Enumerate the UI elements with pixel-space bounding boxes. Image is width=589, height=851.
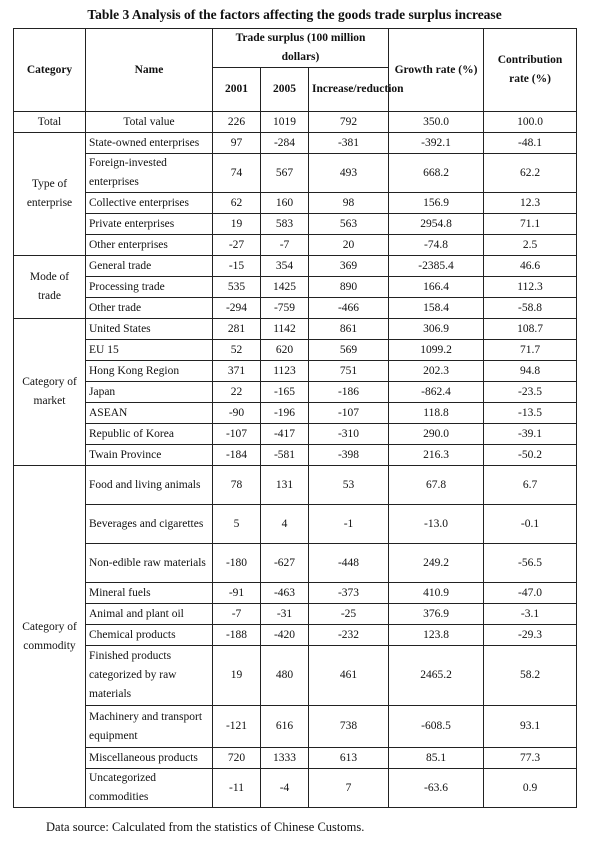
category-type-of-enterprise: Type of enterprise — [14, 133, 86, 256]
value-2001-cell: -7 — [213, 604, 261, 625]
category-cell: Total — [14, 112, 86, 133]
name-cell: Other enterprises — [86, 235, 213, 256]
category-of-market: Category of market — [14, 319, 86, 466]
value-2001-cell: 62 — [213, 193, 261, 214]
value-2005-cell: 1019 — [261, 112, 309, 133]
contribution-rate-cell: -58.8 — [484, 298, 577, 319]
contribution-rate-cell: -23.5 — [484, 382, 577, 403]
increase-reduction-cell: -398 — [309, 445, 389, 466]
name-cell: Beverages and cigarettes — [86, 505, 213, 544]
value-2001-cell: 281 — [213, 319, 261, 340]
contribution-rate-cell: 71.7 — [484, 340, 577, 361]
value-2005-cell: 1142 — [261, 319, 309, 340]
table-row — [14, 646, 577, 706]
value-2005-cell: -196 — [261, 403, 309, 424]
name-cell: Other trade — [86, 298, 213, 319]
name-cell: Mineral fuels — [86, 583, 213, 604]
growth-rate-cell: 2465.2 — [389, 646, 484, 706]
value-2001-cell: -294 — [213, 298, 261, 319]
growth-rate-cell: 350.0 — [389, 112, 484, 133]
value-2005-cell: 616 — [261, 706, 309, 748]
value-2001-cell: -180 — [213, 544, 261, 583]
table-row — [14, 298, 577, 319]
contribution-rate-cell: 62.2 — [484, 154, 577, 193]
table-row — [14, 466, 577, 505]
name-cell: Non-edible raw materials — [86, 544, 213, 583]
value-2001-cell: -91 — [213, 583, 261, 604]
growth-rate-cell: 123.8 — [389, 625, 484, 646]
growth-rate-cell: 202.3 — [389, 361, 484, 382]
increase-reduction-cell: -466 — [309, 298, 389, 319]
increase-reduction-cell: 569 — [309, 340, 389, 361]
increase-reduction-cell: 20 — [309, 235, 389, 256]
header-category: Category — [14, 29, 86, 112]
increase-reduction-cell: -381 — [309, 133, 389, 154]
increase-reduction-cell: 613 — [309, 748, 389, 769]
value-2001-cell: -90 — [213, 403, 261, 424]
table-row — [14, 319, 577, 340]
growth-rate-cell: 118.8 — [389, 403, 484, 424]
growth-rate-cell: -608.5 — [389, 706, 484, 748]
growth-rate-cell: -2385.4 — [389, 256, 484, 277]
growth-rate-cell: -63.6 — [389, 769, 484, 808]
category-mode-of-trade: Mode of trade — [14, 256, 86, 319]
value-2005-cell: -420 — [261, 625, 309, 646]
increase-reduction-cell: 792 — [309, 112, 389, 133]
name-cell: General trade — [86, 256, 213, 277]
table-row — [14, 748, 577, 769]
value-2005-cell: 620 — [261, 340, 309, 361]
name-cell: Japan — [86, 382, 213, 403]
table-row — [14, 382, 577, 403]
table-row — [14, 277, 577, 298]
header-year-2001: 2001 — [213, 68, 261, 112]
table-row — [14, 256, 577, 277]
increase-reduction-cell: 53 — [309, 466, 389, 505]
table-row — [14, 214, 577, 235]
contribution-rate-cell: 94.8 — [484, 361, 577, 382]
contribution-rate-cell: 108.7 — [484, 319, 577, 340]
value-2001-cell: -184 — [213, 445, 261, 466]
growth-rate-cell: 216.3 — [389, 445, 484, 466]
value-2005-cell: -165 — [261, 382, 309, 403]
contribution-rate-cell: 46.6 — [484, 256, 577, 277]
contribution-rate-cell: 6.7 — [484, 466, 577, 505]
name-cell: Miscellaneous products — [86, 748, 213, 769]
header-increase-reduction: Increase/reduction — [309, 68, 389, 112]
value-2005-cell: 160 — [261, 193, 309, 214]
name-cell: Foreign-invested enterprises — [86, 154, 213, 193]
name-cell: Twain Province — [86, 445, 213, 466]
growth-rate-cell: 85.1 — [389, 748, 484, 769]
value-2005-cell: 131 — [261, 466, 309, 505]
increase-reduction-cell: 461 — [309, 646, 389, 706]
table-row — [14, 769, 577, 808]
contribution-rate-cell: 100.0 — [484, 112, 577, 133]
table-row — [14, 544, 577, 583]
growth-rate-cell: 67.8 — [389, 466, 484, 505]
increase-reduction-cell: -186 — [309, 382, 389, 403]
name-cell: State-owned enterprises — [86, 133, 213, 154]
growth-rate-cell: 156.9 — [389, 193, 484, 214]
value-2005-cell: -463 — [261, 583, 309, 604]
table-title: Table 3 Analysis of the factors affecting the goods trade surplus increase — [87, 7, 502, 22]
value-2005-cell: -417 — [261, 424, 309, 445]
value-2001-cell: 74 — [213, 154, 261, 193]
data-source-note: Data source: Calculated from the statistics of Chinese Customs. — [46, 820, 365, 834]
contribution-rate-cell: -50.2 — [484, 445, 577, 466]
increase-reduction-cell: 890 — [309, 277, 389, 298]
header-name: Name — [86, 29, 213, 112]
table-row-total — [14, 112, 577, 133]
name-cell: Republic of Korea — [86, 424, 213, 445]
increase-reduction-cell: -373 — [309, 583, 389, 604]
increase-reduction-cell: -310 — [309, 424, 389, 445]
growth-rate-cell: 668.2 — [389, 154, 484, 193]
header-trade-surplus: Trade surplus (100 million dollars) — [213, 29, 389, 68]
increase-reduction-cell: -232 — [309, 625, 389, 646]
growth-rate-cell: 158.4 — [389, 298, 484, 319]
table-row — [14, 424, 577, 445]
table-row — [14, 625, 577, 646]
name-cell: Uncategorized commodities — [86, 769, 213, 808]
name-cell: ASEAN — [86, 403, 213, 424]
value-2005-cell: -7 — [261, 235, 309, 256]
value-2005-cell: 583 — [261, 214, 309, 235]
growth-rate-cell: 2954.8 — [389, 214, 484, 235]
growth-rate-cell: -862.4 — [389, 382, 484, 403]
contribution-rate-cell: 58.2 — [484, 646, 577, 706]
growth-rate-cell: -13.0 — [389, 505, 484, 544]
increase-reduction-cell: 369 — [309, 256, 389, 277]
value-2001-cell: 22 — [213, 382, 261, 403]
increase-reduction-cell: 98 — [309, 193, 389, 214]
name-cell: Total value — [86, 112, 213, 133]
name-cell: Private enterprises — [86, 214, 213, 235]
name-cell: Chemical products — [86, 625, 213, 646]
value-2005-cell: -627 — [261, 544, 309, 583]
contribution-rate-cell: -3.1 — [484, 604, 577, 625]
table-row — [14, 133, 577, 154]
table-row — [14, 361, 577, 382]
growth-rate-cell: -392.1 — [389, 133, 484, 154]
increase-reduction-cell: 7 — [309, 769, 389, 808]
table-row — [14, 706, 577, 748]
contribution-rate-cell: 0.9 — [484, 769, 577, 808]
contribution-rate-cell: -48.1 — [484, 133, 577, 154]
value-2001-cell: -15 — [213, 256, 261, 277]
value-2005-cell: 4 — [261, 505, 309, 544]
value-2001-cell: -188 — [213, 625, 261, 646]
name-cell: Finished products categorized by raw materials — [86, 646, 213, 706]
growth-rate-cell: 410.9 — [389, 583, 484, 604]
table-row — [14, 154, 577, 193]
growth-rate-cell: 249.2 — [389, 544, 484, 583]
value-2005-cell: -284 — [261, 133, 309, 154]
table-row — [14, 403, 577, 424]
value-2005-cell: -759 — [261, 298, 309, 319]
value-2005-cell: 354 — [261, 256, 309, 277]
trade-surplus-table — [13, 28, 577, 808]
increase-reduction-cell: 751 — [309, 361, 389, 382]
value-2005-cell: 480 — [261, 646, 309, 706]
contribution-rate-cell: -56.5 — [484, 544, 577, 583]
header-contribution-rate: Contribution rate (%) — [484, 29, 577, 112]
header-growth-rate: Growth rate (%) — [389, 29, 484, 112]
contribution-rate-cell: -39.1 — [484, 424, 577, 445]
value-2001-cell: 226 — [213, 112, 261, 133]
contribution-rate-cell: -29.3 — [484, 625, 577, 646]
table-row — [14, 604, 577, 625]
value-2005-cell: -4 — [261, 769, 309, 808]
increase-reduction-cell: 563 — [309, 214, 389, 235]
value-2005-cell: 1123 — [261, 361, 309, 382]
value-2005-cell: 1425 — [261, 277, 309, 298]
growth-rate-cell: -74.8 — [389, 235, 484, 256]
value-2001-cell: 535 — [213, 277, 261, 298]
increase-reduction-cell: 493 — [309, 154, 389, 193]
increase-reduction-cell: 861 — [309, 319, 389, 340]
table-row — [14, 235, 577, 256]
name-cell: Food and living animals — [86, 466, 213, 505]
value-2001-cell: 78 — [213, 466, 261, 505]
header-year-2005: 2005 — [261, 68, 309, 112]
value-2005-cell: -31 — [261, 604, 309, 625]
name-cell: Collective enterprises — [86, 193, 213, 214]
increase-reduction-cell: -448 — [309, 544, 389, 583]
growth-rate-cell: 166.4 — [389, 277, 484, 298]
value-2001-cell: -27 — [213, 235, 261, 256]
table-row — [14, 445, 577, 466]
value-2001-cell: 52 — [213, 340, 261, 361]
increase-reduction-cell: -107 — [309, 403, 389, 424]
value-2001-cell: 97 — [213, 133, 261, 154]
contribution-rate-cell: -0.1 — [484, 505, 577, 544]
contribution-rate-cell: 2.5 — [484, 235, 577, 256]
growth-rate-cell: 290.0 — [389, 424, 484, 445]
growth-rate-cell: 1099.2 — [389, 340, 484, 361]
contribution-rate-cell: 112.3 — [484, 277, 577, 298]
contribution-rate-cell: 12.3 — [484, 193, 577, 214]
value-2001-cell: -107 — [213, 424, 261, 445]
name-cell: Hong Kong Region — [86, 361, 213, 382]
value-2001-cell: 19 — [213, 646, 261, 706]
value-2001-cell: 720 — [213, 748, 261, 769]
name-cell: EU 15 — [86, 340, 213, 361]
table-row — [14, 193, 577, 214]
name-cell: United States — [86, 319, 213, 340]
value-2005-cell: -581 — [261, 445, 309, 466]
contribution-rate-cell: -47.0 — [484, 583, 577, 604]
contribution-rate-cell: 93.1 — [484, 706, 577, 748]
name-cell: Animal and plant oil — [86, 604, 213, 625]
increase-reduction-cell: -25 — [309, 604, 389, 625]
value-2001-cell: -121 — [213, 706, 261, 748]
table-row — [14, 583, 577, 604]
table-row — [14, 505, 577, 544]
value-2005-cell: 1333 — [261, 748, 309, 769]
value-2001-cell: 19 — [213, 214, 261, 235]
value-2001-cell: 5 — [213, 505, 261, 544]
growth-rate-cell: 306.9 — [389, 319, 484, 340]
value-2005-cell: 567 — [261, 154, 309, 193]
value-2001-cell: -11 — [213, 769, 261, 808]
name-cell: Machinery and transport equipment — [86, 706, 213, 748]
category-of-commodity: Category of commodity — [14, 466, 86, 808]
increase-reduction-cell: -1 — [309, 505, 389, 544]
contribution-rate-cell: 71.1 — [484, 214, 577, 235]
table-row — [14, 340, 577, 361]
value-2001-cell: 371 — [213, 361, 261, 382]
name-cell: Processing trade — [86, 277, 213, 298]
increase-reduction-cell: 738 — [309, 706, 389, 748]
contribution-rate-cell: 77.3 — [484, 748, 577, 769]
contribution-rate-cell: -13.5 — [484, 403, 577, 424]
growth-rate-cell: 376.9 — [389, 604, 484, 625]
